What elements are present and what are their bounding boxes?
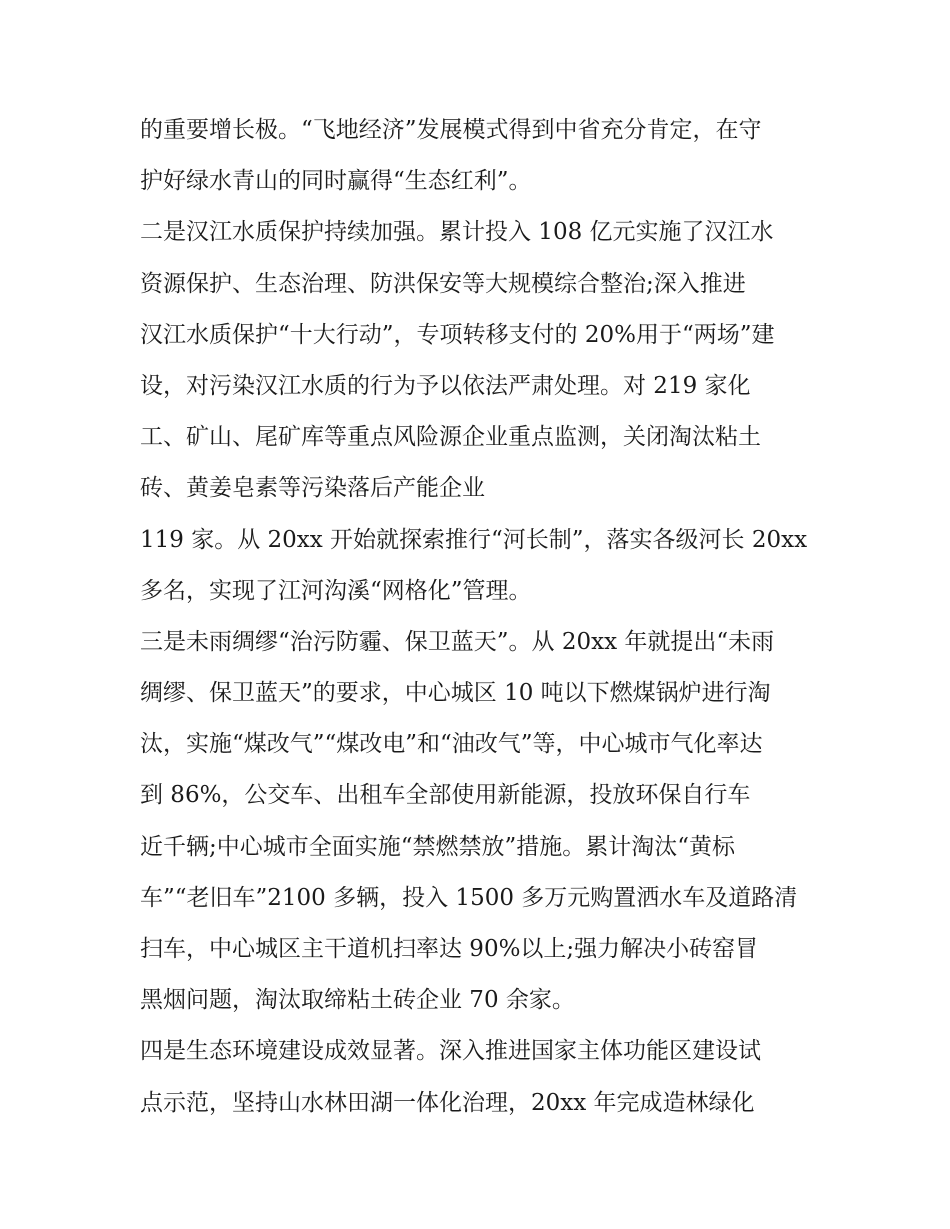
text-line: 三是未雨绸缪“治污防霾、保卫蓝天”。从 20xx 年就提出“未雨 <box>140 628 775 655</box>
text-line: 汉江水质保护“十大行动”，专项转移支付的 20%用于“两场”建 <box>140 321 775 348</box>
text-line: 近千辆;中心城市全面实施“禁燃禁放”措施。累计淘汰“黄标 <box>140 833 736 860</box>
text-line: 护好绿水青山的同时赢得“生态红利”。 <box>140 168 532 195</box>
text-line: 车”“老旧车”2100 多辆，投入 1500 多万元购置洒水车及道路清 <box>140 884 798 911</box>
text-line: 四是生态环境建设成效显著。深入推进国家主体功能区建设试 <box>140 1038 761 1065</box>
text-line: 点示范，坚持山水林田湖一体化治理，20xx 年完成造林绿化 <box>140 1089 755 1116</box>
text-line: 设，对污染汉江水质的行为予以依法严肃处理。对 219 家化 <box>140 372 751 399</box>
text-line: 119 家。从 20xx 开始就探索推行“河长制”，落实各级河长 20xx <box>140 526 808 553</box>
text-line: 多名，实现了江河沟溪“网格化”管理。 <box>140 577 532 604</box>
text-line: 工、矿山、尾矿库等重点风险源企业重点监测，关闭淘汰粘土 <box>140 424 761 451</box>
text-line: 到 86%，公交车、出租车全部使用新能源，投放环保自行车 <box>140 782 751 809</box>
body-text <box>140 105 830 1129</box>
text-line: 汰，实施“煤改气”“煤改电”和“油改气”等，中心城市气化率达 <box>140 731 763 758</box>
text-line: 二是汉江水质保护持续加强。累计投入 108 亿元实施了汉江水 <box>140 219 774 246</box>
text-line: 黑烟问题，淘汰取缔粘土砖企业 70 余家。 <box>140 987 575 1014</box>
text-line: 资源保护、生态治理、防洪保安等大规模综合整治;深入推进 <box>140 270 746 297</box>
text-line: 扫车，中心城区主干道机扫率达 90%以上;强力解决小砖窑冒 <box>140 936 759 962</box>
text-line: 绸缪、保卫蓝天”的要求，中心城区 10 吨以下燃煤锅炉进行淘 <box>140 680 771 707</box>
text-line: 砖、黄姜皂素等污染落后产能企业 <box>140 475 485 502</box>
text-line: 的重要增长极。“飞地经济”发展模式得到中省充分肯定，在守 <box>140 117 762 143</box>
